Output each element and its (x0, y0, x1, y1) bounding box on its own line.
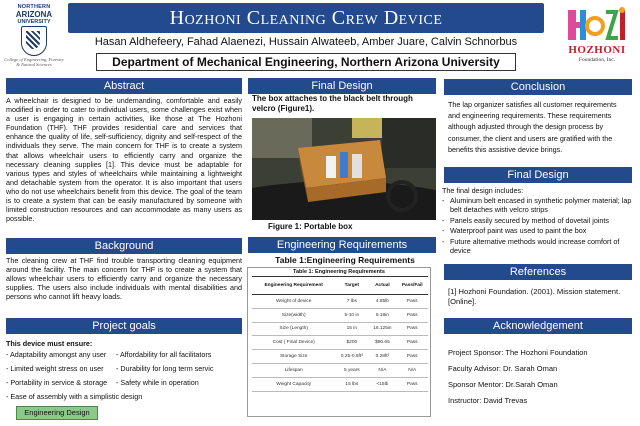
ack-advisor: Faculty Advisor: Dr. Sarah Oman (448, 364, 558, 373)
conclusion-heading: Conclusion (444, 79, 632, 95)
table-cell: 0.28ft³ (368, 350, 396, 364)
table-row (252, 377, 428, 391)
table-cell: Pass (396, 350, 428, 364)
table-row (252, 295, 428, 309)
table-cell: 5 years (335, 363, 368, 377)
engineering-design-button[interactable]: Engineering Design (16, 406, 98, 420)
references-heading: References (444, 264, 632, 280)
table-title: Table 1:Engineering Requirements (275, 255, 415, 265)
department: Department of Mechanical Engineering, Northern Arizona University (96, 53, 516, 71)
hozhoni-logo (560, 6, 634, 68)
table-cell: Pass (396, 322, 428, 336)
table-cell: 0.25-0.5ft³ (335, 350, 368, 364)
project-goals-lead: This device must ensure: (6, 339, 93, 348)
table-row (252, 308, 428, 322)
nau-logo-college: College of Engineering, Forestry & Natural Sciences (4, 57, 64, 67)
goal-item: - Ease of assembly with a simplistic design (6, 392, 143, 401)
list-item: - Aluminum belt encased in synthetic polymer material; lap belt detaches with velcro strips (442, 196, 634, 214)
poster-title-bar (68, 3, 544, 33)
hozhoni-art-icon (566, 6, 628, 44)
table-row (252, 363, 428, 377)
final-design-list (442, 196, 634, 256)
final-design-heading: Final Design (444, 167, 632, 183)
goal-row (6, 378, 242, 387)
goal-item: - Adaptability amongst any user (6, 350, 107, 359)
ack-mentor: Sponsor Mentor: Dr.Sarah Oman (448, 380, 558, 389)
table-row (252, 336, 428, 350)
list-item: - Future alternative methods would increase comfort of device (442, 237, 634, 255)
table-cell: Weight Capacity (252, 377, 335, 391)
ack-sponsor: Project Sponsor: The Hozhoni Foundation (448, 348, 588, 357)
goal-item: - Limited weight stress on user (6, 364, 104, 373)
table-cell: 4.85lb (368, 295, 396, 309)
table-cell: Storage Size (252, 350, 335, 364)
requirements-table (252, 276, 428, 392)
portable-box-photo (252, 118, 436, 220)
nau-logo-line1: NORTHERN (17, 4, 51, 10)
background-text: The cleaning crew at THF find trouble transporting cleaning equipment around the facility. The main concern for THF is to create a system that allows wheelchair users to efficiently carry and organize the necessary supplies. The users also include individuals with mental disabilities and persons who cannot lift heavy loads. (6, 256, 242, 302)
nau-logo (4, 4, 64, 70)
list-item: - Waterproof paint was used to paint the box (442, 226, 634, 235)
nau-logo-line2: ARIZONA (15, 10, 53, 19)
background-heading: Background (6, 238, 242, 254)
goal-item: - Affordability for all facilitators (116, 350, 212, 359)
column-header: Target (335, 277, 368, 295)
table-cell: 15 lbs (335, 377, 368, 391)
table-cell: Pass (396, 308, 428, 322)
goal-row (6, 364, 242, 373)
table-cell: N/A (396, 363, 428, 377)
column-header: Pass/Fail (396, 277, 428, 295)
reference-text: [1] Hozhoni Foundation. (2001). Mission statement. [Online]. (448, 287, 621, 306)
table-cell: Size (Length) (252, 322, 335, 336)
poster-title: Hozhoni Cleaning Crew Device (169, 6, 443, 29)
hozhoni-subtitle: Foundation, Inc. (578, 57, 616, 63)
poster-header (0, 0, 640, 74)
table-cell: <15lb (368, 377, 396, 391)
table-inner-caption: Table 1: Engineering Requirements (293, 269, 385, 275)
table-cell: $80.65 (368, 336, 396, 350)
acknowledgement-heading: Acknowledgement (444, 318, 632, 334)
table-cell: Size(width) (252, 308, 335, 322)
list-item: - Panels easily secured by method of dovetail joints (442, 216, 634, 225)
table-cell: 6.18in (368, 308, 396, 322)
conclusion-text: The lap organizer satisfies all customer requirements and engineering requirements. These requirements although adjusted through the design process by consumer, the client and users are gratified with the benefits this assistive device brings. (448, 100, 617, 154)
goal-item: - Durability for long term servic (116, 364, 214, 373)
abstract-heading: Abstract (6, 78, 242, 94)
column-header: Actual (368, 277, 396, 295)
table-cell: 16.125in (368, 322, 396, 336)
table-cell: N/A (368, 363, 396, 377)
table-row (252, 322, 428, 336)
table-cell: 15 in (335, 322, 368, 336)
project-goals (6, 339, 242, 406)
goal-row (6, 350, 242, 359)
hozhoni-name: HOZHONI (568, 44, 626, 56)
goal-item: - Safety while in operation (116, 378, 199, 387)
goal-item: - Portability in service & storage (6, 378, 108, 387)
column-header: Engineering Requirement (252, 277, 335, 295)
authors: Hasan Aldhefeery, Fahad Alaenezi, Hussain Alwateeb, Amber Juare, Calvin Schnorbus (94, 36, 518, 48)
table-cell: 7 lbs (335, 295, 368, 309)
nau-seal-icon (21, 26, 47, 56)
engineering-requirements-heading: Engineering Requirements (248, 237, 436, 253)
abstract-text: A wheelchair is designed to be undemanding, comfortable and easily modified in order to cater to individual users, some challenges exist when a user is engaging in certain activities, like those at The Hozhoni Foundation (THF). THF provides residential care and services that enhance the quality of life, self-sufficiency, dignity and self-respect of the individuals they serve. The main concern for THF is to create a system that allows wheelchair users to efficiently carry and organize the necessary cleaning supplies [1]. This device must be adaptable for various types and styles of wheelchairs while maintaining a lightweight and detachable system from the operator. It is also important that users who do not use wheelchairs benefit from this device. The goal of the team is to create a system that can be easily manufactured by someone with limited construction resources and can accommodate as many users as possible. (6, 96, 242, 224)
nau-logo-line3: UNIVERSITY (17, 19, 51, 25)
requirements-table-figure (247, 267, 431, 417)
table-cell: Pass (396, 377, 428, 391)
goal-row (6, 392, 242, 401)
table-cell: 5-10 in (335, 308, 368, 322)
table-cell: Pass (396, 336, 428, 350)
table-cell: Pass (396, 295, 428, 309)
table-cell: $200 (335, 336, 368, 350)
final-design-photo-caption: The box attaches to the black belt through velcro (Figure1). (252, 94, 413, 113)
final-design-lead: The final design includes: (442, 186, 524, 195)
table-cell: Cost ( Final Device) (252, 336, 335, 350)
table-header-row (252, 277, 428, 295)
ack-instructor: Instructor: David Trevas (448, 396, 528, 405)
table-row (252, 350, 428, 364)
table-cell: Lifespan (252, 363, 335, 377)
figure1-caption: Figure 1: Portable box (268, 222, 353, 231)
final-design-photo-heading: Final Design (248, 78, 436, 94)
table-cell: Weight of device (252, 295, 335, 309)
project-goals-heading: Project goals (6, 318, 242, 334)
acknowledgement-list (448, 348, 638, 412)
portable-box-image (252, 118, 436, 220)
